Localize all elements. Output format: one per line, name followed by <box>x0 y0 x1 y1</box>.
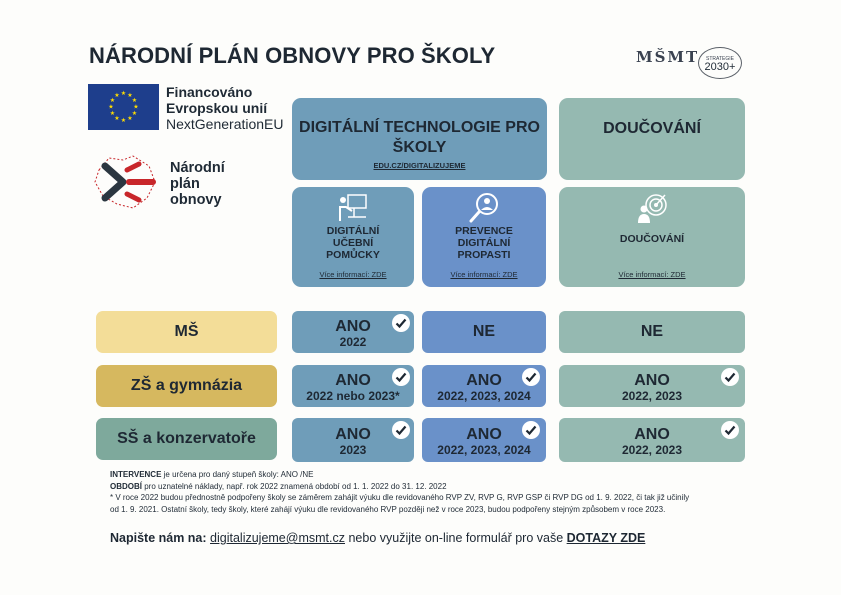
svg-text:★: ★ <box>108 103 114 111</box>
svg-text:★: ★ <box>120 117 127 124</box>
note-intervence <box>110 469 730 481</box>
cell-value: ANO <box>335 318 371 335</box>
more-info-link-aids[interactable]: Více informací: ZDE <box>319 270 387 279</box>
digital-technologies-title: DIGITÁLNÍ TECHNOLOGIE PRO ŠKOLY <box>299 119 540 156</box>
more-info-link-prevention[interactable]: Více informací: ZDE <box>450 270 518 279</box>
row-label-ss: SŠ a konzervatoře <box>96 418 277 460</box>
cell-years: 2022 <box>339 335 367 349</box>
svg-text:★: ★ <box>114 92 120 99</box>
strategie-2030-logo <box>698 47 742 79</box>
sub3-label: DOUČOVÁNÍ <box>619 233 685 245</box>
cell-years: 2022 nebo 2023* <box>306 389 400 403</box>
note-intervence-text: je určena pro daný stupeň školy: ANO /NE <box>161 470 314 479</box>
cell-years: 2022, 2023, 2024 <box>437 389 531 403</box>
cell-value: ANO <box>634 372 670 389</box>
sub1-label-line-3: POMŮCKY <box>326 249 380 261</box>
contact-middle: nebo využijte on-line formulář pro vaše <box>344 531 567 545</box>
cell-years: 2022, 2023 <box>621 443 683 457</box>
digital-teaching-aids-card <box>292 187 414 287</box>
checkmark-icon <box>721 421 739 439</box>
contact-line <box>110 531 645 545</box>
svg-text:★: ★ <box>131 110 138 117</box>
cell-zs-prevention <box>422 365 546 407</box>
svg-text:★: ★ <box>109 110 116 117</box>
strategie-year: 2030+ <box>704 61 736 73</box>
npo-text <box>170 160 225 208</box>
eu-line-1: Financováno <box>166 84 253 100</box>
page-title: NÁRODNÍ PLÁN OBNOVY PRO ŠKOLY <box>89 43 496 68</box>
sub1-label-line-1: DIGITÁLNÍ <box>326 225 380 237</box>
sub2-label-line-1: PREVENCE <box>455 225 513 237</box>
svg-text:★: ★ <box>133 103 139 111</box>
checkmark-icon <box>392 421 410 439</box>
cell-value: NE <box>640 323 664 340</box>
digital-divide-prevention-card <box>422 187 546 287</box>
svg-text:★: ★ <box>114 115 120 122</box>
msmt-logo-text: MŠMT <box>636 48 700 66</box>
checkmark-icon <box>522 368 540 386</box>
note-intervence-key: INTERVENCE <box>110 470 162 479</box>
npo-logo-icon <box>93 152 163 212</box>
checkmark-icon <box>721 368 739 386</box>
presentation-board-icon <box>336 191 370 225</box>
cell-ss-prevention <box>422 418 546 462</box>
svg-text:★: ★ <box>127 92 133 99</box>
msmt-logo <box>636 48 700 82</box>
sub2-label-line-2: DIGITÁLNÍ <box>457 237 511 249</box>
note-obdobi-text: pro uznatelné náklady, např. rok 2022 znamená období od 1. 1. 2022 do 31. 12. 2022 <box>142 481 447 491</box>
cell-ss-aids <box>292 418 414 462</box>
contact-prefix: Napište nám na: <box>110 531 211 545</box>
digital-technologies-header <box>292 98 547 180</box>
cell-value: ANO <box>335 372 371 389</box>
strategie-label: STRATEGIE <box>706 56 734 62</box>
edu-cz-link[interactable]: EDU.CZ/DIGITALIZUJEME <box>373 161 466 170</box>
cell-ms-aids <box>292 311 414 353</box>
more-info-link-doucovani[interactable]: Více informací: ZDE <box>618 270 686 279</box>
cell-zs-aids <box>292 365 414 407</box>
cell-value: NE <box>472 323 496 340</box>
row-label-ms: MŠ <box>96 311 277 353</box>
cell-ms-doucovani <box>559 311 745 353</box>
eu-funding-text <box>166 84 284 132</box>
doucovani-title: DOUČOVÁNÍ <box>603 120 701 137</box>
svg-text:★: ★ <box>109 97 116 104</box>
eu-flag-icon <box>88 84 159 130</box>
footnote-line-1: * V roce 2022 budou přednostně podpořeny školy se záměrem zahájit výuku dle revidovaného RVP ZV, RVP G, RVP GSP či RVP DG od 1. 9. 2022, či tak již učinily <box>110 493 690 502</box>
cell-ss-doucovani <box>559 418 745 462</box>
svg-text:★: ★ <box>120 90 127 97</box>
cell-years: 2022, 2023, 2024 <box>437 443 531 457</box>
note-obdobi <box>110 481 730 493</box>
cell-value: ANO <box>466 426 502 443</box>
notes-block <box>110 469 730 515</box>
cell-years: 2023 <box>339 443 367 457</box>
contact-email-link[interactable]: digitalizujeme@msmt.cz <box>210 531 345 545</box>
checkmark-icon <box>522 421 540 439</box>
doucovani-header <box>559 98 745 180</box>
cell-value: ANO <box>634 426 670 443</box>
sub1-label-line-2: UČEBNÍ <box>332 237 374 249</box>
checkmark-icon <box>392 314 410 332</box>
cell-value: ANO <box>466 372 502 389</box>
footnote-line-2: od 1. 9. 2021. Ostatní školy, tedy školy, které zahájí výuku dle revidovaného RVP později než v roce 2023, budou podpořeny stejným způsobem v roce 2023. <box>110 504 666 514</box>
note-obdobi-key: OBDOBÍ <box>110 481 142 491</box>
cell-ms-prevention <box>422 311 546 353</box>
cell-years: 2022, 2023 <box>621 389 683 403</box>
magnifier-person-icon <box>467 191 501 225</box>
doucovani-card <box>559 187 745 287</box>
npo-line-3: obnovy <box>170 192 222 208</box>
svg-text:★: ★ <box>127 115 133 122</box>
questions-form-link[interactable]: DOTAZY ZDE <box>566 531 646 545</box>
eu-line-2: Evropskou unií <box>166 100 268 116</box>
svg-text:★: ★ <box>131 97 138 104</box>
npo-line-2: plán <box>170 176 200 192</box>
target-person-icon <box>635 191 669 225</box>
checkmark-icon <box>392 368 410 386</box>
row-label-zs: ZŠ a gymnázia <box>96 365 277 407</box>
cell-value: ANO <box>335 426 371 443</box>
cell-zs-doucovani <box>559 365 745 407</box>
npo-line-1: Národní <box>170 160 225 176</box>
eu-line-3: NextGenerationEU <box>166 116 284 132</box>
sub2-label-line-3: PROPASTI <box>457 249 511 261</box>
